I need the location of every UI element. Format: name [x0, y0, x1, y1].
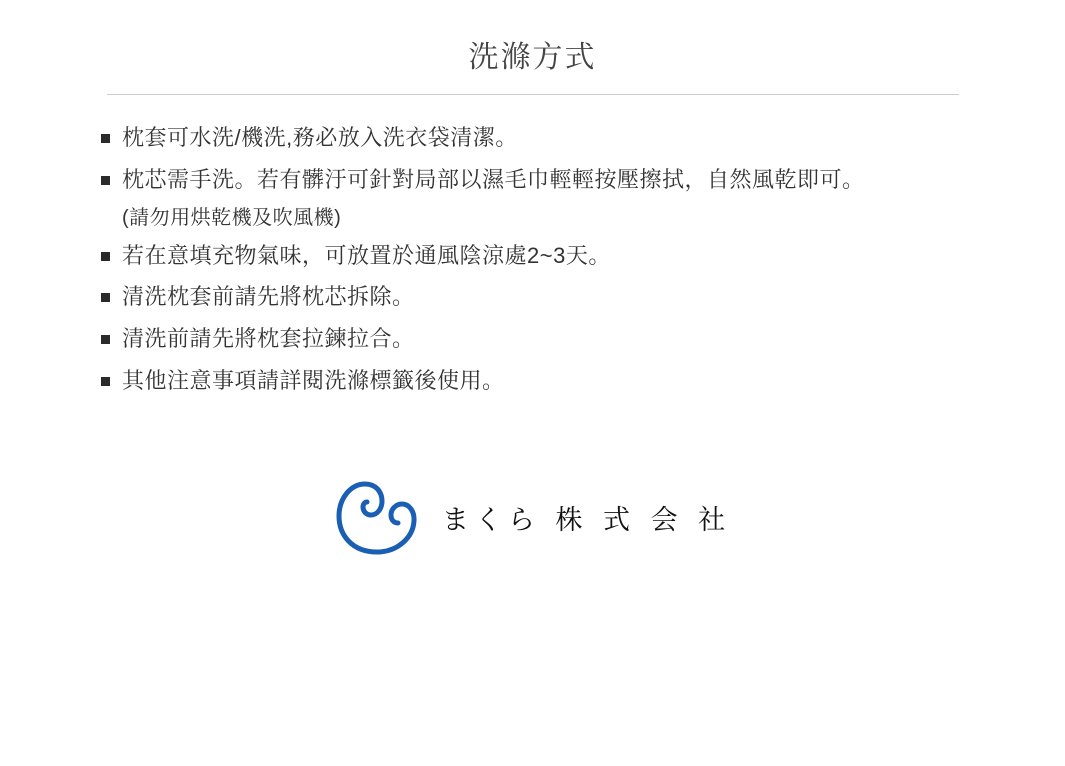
brand-name: まくら 株 式 会 社 — [441, 504, 732, 536]
square-bullet-icon — [101, 252, 110, 261]
list-item-subtext: (請勿用烘乾機及吹風機) — [122, 206, 342, 229]
list-item-text: 枕套可水洗/機洗,務必放入洗衣袋清潔。 — [122, 125, 518, 150]
list-item-text: 枕芯需手洗。若有髒汙可針對局部以濕毛巾輕輕按壓擦拭，自然風乾即可。 — [122, 166, 865, 192]
list-item — [98, 117, 968, 159]
brand-logo — [0, 478, 1065, 556]
square-bullet-icon — [101, 134, 110, 143]
list-item — [98, 318, 968, 360]
list-item-text: 清洗枕套前請先將枕芯拆除。 — [122, 284, 415, 310]
list-item-text: 若在意填充物氣味，可放置於通風陰涼處2~3天。 — [122, 242, 611, 268]
square-bullet-icon — [101, 293, 110, 302]
title-divider — [107, 94, 959, 95]
square-bullet-icon — [101, 176, 110, 185]
list-item — [98, 235, 968, 277]
square-bullet-icon — [101, 377, 110, 386]
list-item — [98, 360, 968, 402]
square-bullet-icon — [101, 335, 110, 344]
care-instruction-list — [98, 117, 968, 402]
list-item — [98, 159, 968, 235]
list-item — [98, 276, 968, 318]
pillow-swirl-logo-icon — [334, 478, 420, 556]
list-item-text: 清洗前請先將枕套拉鍊拉合。 — [122, 326, 415, 352]
list-item-text: 其他注意事項請詳閱洗滌標籤後使用。 — [122, 367, 505, 393]
page-title: 洗滌方式 — [468, 41, 597, 74]
